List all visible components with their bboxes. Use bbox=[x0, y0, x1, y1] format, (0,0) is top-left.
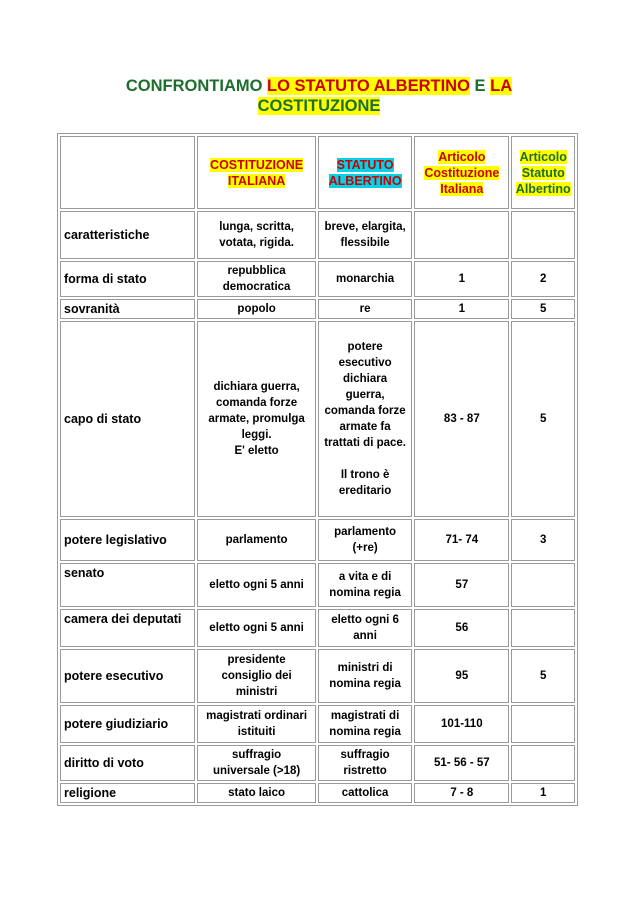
statuto-cell bbox=[318, 299, 412, 319]
header-art-cost-line3: Italiana bbox=[440, 181, 484, 196]
title-part2: LO STATUTO ALBERTINO bbox=[267, 77, 470, 95]
art-stat-cell: 3 bbox=[511, 519, 575, 561]
table-row bbox=[60, 705, 575, 743]
art-stat-cell bbox=[511, 211, 575, 259]
title-part3: E bbox=[469, 77, 491, 95]
costituzione-cell-line: magistrati ordinari bbox=[206, 710, 308, 722]
row-label: potere legislativo bbox=[60, 519, 195, 561]
art-cost-cell: 71- 74 bbox=[414, 519, 509, 561]
table-row bbox=[60, 745, 575, 781]
statuto-cell-line: a vita e di bbox=[338, 571, 392, 583]
statuto-cell bbox=[318, 519, 412, 561]
statuto-cell bbox=[318, 321, 412, 517]
costituzione-cell-line: dichiara guerra, bbox=[213, 381, 300, 393]
costituzione-cell-line: repubblica bbox=[227, 265, 286, 277]
costituzione-cell bbox=[197, 705, 316, 743]
title-part1: CONFRONTIAMO bbox=[125, 77, 268, 95]
costituzione-cell-line: popolo bbox=[237, 303, 276, 315]
header-costituzione-line2: ITALIANA bbox=[227, 173, 286, 188]
statuto-cell bbox=[318, 211, 412, 259]
art-stat-cell: 5 bbox=[511, 321, 575, 517]
statuto-cell-line: monarchia bbox=[336, 273, 395, 285]
row-label: potere esecutivo bbox=[60, 649, 195, 703]
art-cost-cell: 57 bbox=[414, 563, 509, 607]
costituzione-cell bbox=[197, 519, 316, 561]
table-row bbox=[60, 783, 575, 803]
header-costituzione bbox=[197, 136, 316, 209]
art-stat-cell: 2 bbox=[511, 261, 575, 297]
header-art-stat-line2: Statuto bbox=[521, 165, 565, 180]
row-label: senato bbox=[60, 563, 195, 607]
statuto-cell bbox=[318, 563, 412, 607]
costituzione-cell bbox=[197, 745, 316, 781]
header-art-cost-line1: Articolo bbox=[438, 149, 486, 164]
costituzione-cell-line: eletto ogni 5 anni bbox=[209, 622, 304, 634]
costituzione-cell-line: universale (>18) bbox=[212, 765, 301, 777]
statuto-cell-line: ristretto bbox=[343, 765, 387, 777]
costituzione-cell bbox=[197, 321, 316, 517]
statuto-cell-line: ereditario bbox=[338, 485, 392, 497]
header-art-cost-line2: Costituzione bbox=[424, 165, 500, 180]
costituzione-cell-line: consiglio dei bbox=[221, 670, 292, 682]
statuto-cell-line: breve, elargita, bbox=[324, 221, 406, 233]
art-stat-cell: 1 bbox=[511, 783, 575, 803]
statuto-cell-line: esecutivo bbox=[338, 357, 392, 369]
art-stat-cell bbox=[511, 609, 575, 647]
header-art-stat-line1: Articolo bbox=[519, 149, 567, 164]
art-cost-cell: 7 - 8 bbox=[414, 783, 509, 803]
costituzione-cell bbox=[197, 563, 316, 607]
statuto-cell-line: flessibile bbox=[340, 237, 390, 249]
costituzione-cell-line: presidente bbox=[227, 654, 286, 666]
art-cost-cell: 83 - 87 bbox=[414, 321, 509, 517]
art-stat-cell: 5 bbox=[511, 299, 575, 319]
statuto-cell bbox=[318, 261, 412, 297]
costituzione-cell bbox=[197, 299, 316, 319]
costituzione-cell bbox=[197, 211, 316, 259]
costituzione-cell-line: armate, promulga bbox=[208, 413, 305, 425]
statuto-cell bbox=[318, 783, 412, 803]
table-row bbox=[60, 321, 575, 517]
title-part4: LA bbox=[490, 77, 513, 95]
statuto-cell-line: potere bbox=[347, 341, 383, 353]
row-label: forma di stato bbox=[60, 261, 195, 297]
statuto-cell bbox=[318, 745, 412, 781]
art-cost-cell: 1 bbox=[414, 261, 509, 297]
art-stat-cell bbox=[511, 705, 575, 743]
comparison-table bbox=[57, 133, 578, 806]
costituzione-cell-line: E' eletto bbox=[234, 445, 279, 457]
row-label: religione bbox=[60, 783, 195, 803]
header-statuto-line1: STATUTO bbox=[336, 157, 394, 172]
title-part5: COSTITUZIONE bbox=[257, 97, 381, 115]
costituzione-cell-line: parlamento bbox=[225, 534, 288, 546]
statuto-cell-line: nomina regia bbox=[329, 587, 401, 599]
art-cost-cell: 1 bbox=[414, 299, 509, 319]
statuto-cell-line: armate fa bbox=[339, 421, 391, 433]
costituzione-cell-line: ministri bbox=[235, 686, 278, 698]
costituzione-cell-line: eletto ogni 5 anni bbox=[209, 579, 304, 591]
header-costituzione-line1: COSTITUZIONE bbox=[210, 157, 304, 172]
art-cost-cell bbox=[414, 211, 509, 259]
table-row bbox=[60, 609, 575, 647]
row-label: diritto di voto bbox=[60, 745, 195, 781]
statuto-cell-line: nomina regia bbox=[329, 678, 401, 690]
statuto-cell-line: cattolica bbox=[341, 787, 389, 799]
table-row bbox=[60, 563, 575, 607]
row-label: capo di stato bbox=[60, 321, 195, 517]
table-row bbox=[60, 649, 575, 703]
statuto-cell-line bbox=[321, 451, 409, 467]
row-label: camera dei deputati bbox=[60, 609, 195, 647]
statuto-cell-line: anni bbox=[353, 630, 377, 642]
statuto-cell-line: Il trono è bbox=[340, 469, 390, 481]
table-row bbox=[60, 211, 575, 259]
costituzione-cell-line: suffragio bbox=[231, 749, 282, 761]
statuto-cell-line: trattati di pace. bbox=[324, 437, 406, 449]
header-empty-cell bbox=[60, 136, 195, 209]
costituzione-cell-line: stato laico bbox=[228, 787, 286, 799]
art-cost-cell: 101-110 bbox=[414, 705, 509, 743]
header-statuto-line2: ALBERTINO bbox=[328, 173, 402, 188]
table-row bbox=[60, 299, 575, 319]
header-articolo-costituzione bbox=[414, 136, 509, 209]
statuto-cell bbox=[318, 609, 412, 647]
row-label: caratteristiche bbox=[60, 211, 195, 259]
costituzione-cell-line: lunga, scritta, bbox=[219, 221, 294, 233]
header-articolo-statuto bbox=[511, 136, 575, 209]
costituzione-cell-line: istituiti bbox=[237, 726, 276, 738]
art-cost-cell: 95 bbox=[414, 649, 509, 703]
costituzione-cell-line: democratica bbox=[222, 281, 291, 293]
table-row bbox=[60, 261, 575, 297]
header-art-stat-line3: Albertino bbox=[515, 181, 571, 196]
statuto-cell-line: (+re) bbox=[352, 542, 378, 554]
statuto-cell-line: re bbox=[359, 303, 371, 315]
costituzione-cell bbox=[197, 783, 316, 803]
header-row bbox=[60, 136, 575, 209]
statuto-cell-line: comanda forze bbox=[324, 405, 406, 417]
statuto-cell-line: nomina regia bbox=[329, 726, 401, 738]
table-row bbox=[60, 519, 575, 561]
art-stat-cell: 5 bbox=[511, 649, 575, 703]
row-label: potere giudiziario bbox=[60, 705, 195, 743]
statuto-cell-line: eletto ogni 6 bbox=[331, 614, 399, 626]
statuto-cell-line: magistrati di bbox=[330, 710, 400, 722]
statuto-cell-line: ministri di bbox=[337, 662, 393, 674]
costituzione-cell-line: leggi. bbox=[241, 429, 272, 441]
page-title bbox=[60, 76, 578, 116]
art-stat-cell bbox=[511, 745, 575, 781]
statuto-cell-line: guerra, bbox=[345, 389, 385, 401]
costituzione-cell-line: comanda forze bbox=[216, 397, 298, 409]
costituzione-cell-line: votata, rigida. bbox=[219, 237, 294, 249]
statuto-cell-line: parlamento bbox=[334, 526, 397, 538]
header-statuto bbox=[318, 136, 412, 209]
costituzione-cell bbox=[197, 609, 316, 647]
statuto-cell bbox=[318, 705, 412, 743]
row-label: sovranità bbox=[60, 299, 195, 319]
art-cost-cell: 51- 56 - 57 bbox=[414, 745, 509, 781]
statuto-cell-line: dichiara bbox=[343, 373, 388, 385]
statuto-cell bbox=[318, 649, 412, 703]
costituzione-cell bbox=[197, 649, 316, 703]
art-stat-cell bbox=[511, 563, 575, 607]
costituzione-cell bbox=[197, 261, 316, 297]
art-cost-cell: 56 bbox=[414, 609, 509, 647]
statuto-cell-line: suffragio bbox=[340, 749, 390, 761]
